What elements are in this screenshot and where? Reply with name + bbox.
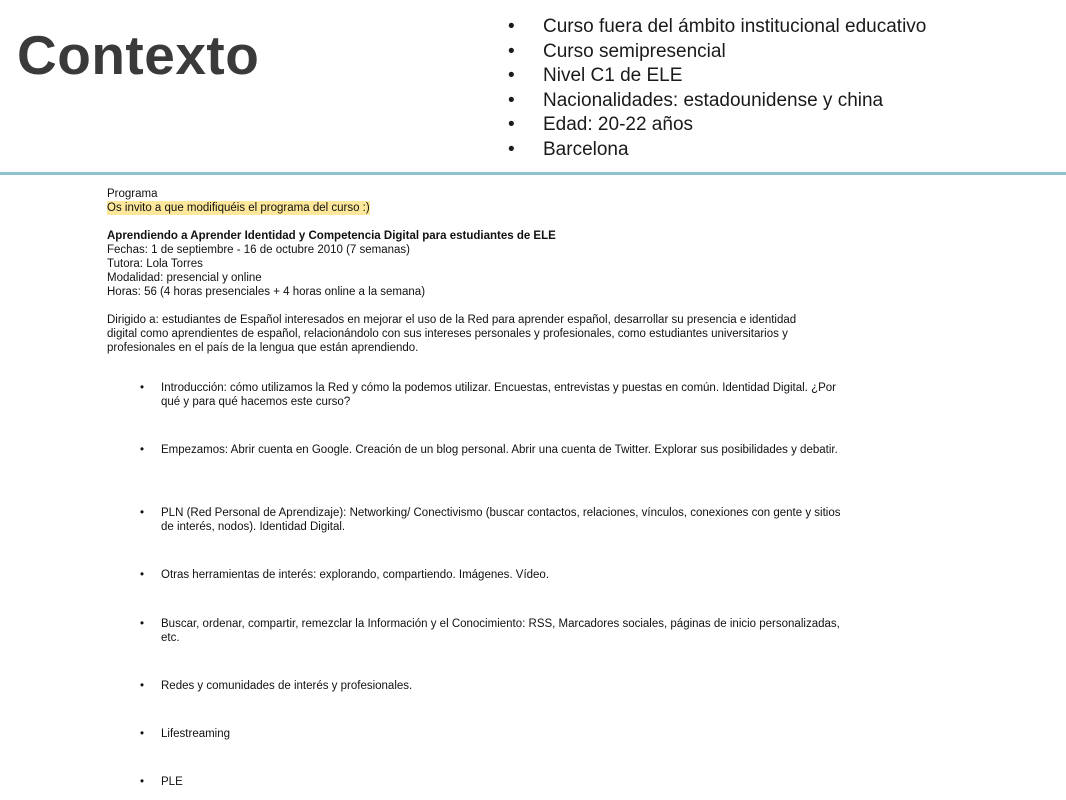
context-item: • Curso fuera del ámbito institucional educativo [508, 15, 926, 40]
highlighted-note: Os invito a que modifiquéis el programa del curso :) [107, 202, 370, 214]
program-item: • Redes y comunidades de interés y profesionales. [140, 679, 412, 693]
context-item: • Nivel C1 de ELE [508, 64, 926, 89]
program-item: • Buscar, ordenar, compartir, remezclar la Información y el Conocimiento: RSS, Marcadores sociales, páginas de inicio personalizadas, etc. [140, 617, 846, 645]
audience-line: digital como aprendientes de español, relacionándolo con sus intereses personales y profesionales, como estudiantes universitarios y [107, 328, 788, 340]
context-item: • Curso semipresencial [508, 40, 926, 65]
course-tutor: Tutora: Lola Torres [107, 258, 203, 270]
divider-rule [0, 172, 1066, 175]
program-item: • PLE [140, 775, 183, 789]
course-hours: Horas: 56 (4 horas presenciales + 4 horas online a la semana) [107, 286, 426, 298]
program-item: • Lifestreaming [140, 727, 230, 741]
program-document [107, 187, 847, 355]
program-item: • PLN (Red Personal de Aprendizaje): Networking/ Conectivismo (buscar contactos, relaciones, vínculos, conexiones con gente y sitios de interés, nodos). Identidad Digital. [140, 506, 846, 534]
program-item: • Introducción: cómo utilizamos la Red y cómo la podemos utilizar. Encuestas, entrevistas y puestas en común. Identidad Digital. ¿Por qué y para qué hacemos este curso? [140, 381, 846, 409]
course-modality: Modalidad: presencial y online [107, 272, 262, 284]
slide-title: Contexto [17, 24, 260, 86]
program-item: • Otras herramientas de interés: explorando, compartiendo. Imágenes. Vídeo. [140, 568, 549, 582]
context-list [508, 15, 926, 162]
context-item: • Edad: 20-22 años [508, 113, 926, 138]
program-item: • Empezamos: Abrir cuenta en Google. Creación de un blog personal. Abrir una cuenta de Twitter. Explorar sus posibilidades y debatir. [140, 443, 838, 457]
context-item: • Barcelona [508, 138, 926, 163]
audience-line: profesionales en el país de la lengua que están aprendiendo. [107, 342, 419, 354]
course-dates: Fechas: 1 de septiembre - 16 de octubre 2010 (7 semanas) [107, 244, 411, 256]
course-title: Aprendiendo a Aprender Identidad y Competencia Digital para estudiantes de ELE [107, 230, 556, 242]
document-heading: Programa [107, 188, 158, 200]
context-item: • Nacionalidades: estadounidense y china [508, 89, 926, 114]
audience-line: Dirigido a: estudiantes de Español interesados en mejorar el uso de la Red para aprender español, desarrollar su presencia e identidad [107, 314, 797, 326]
